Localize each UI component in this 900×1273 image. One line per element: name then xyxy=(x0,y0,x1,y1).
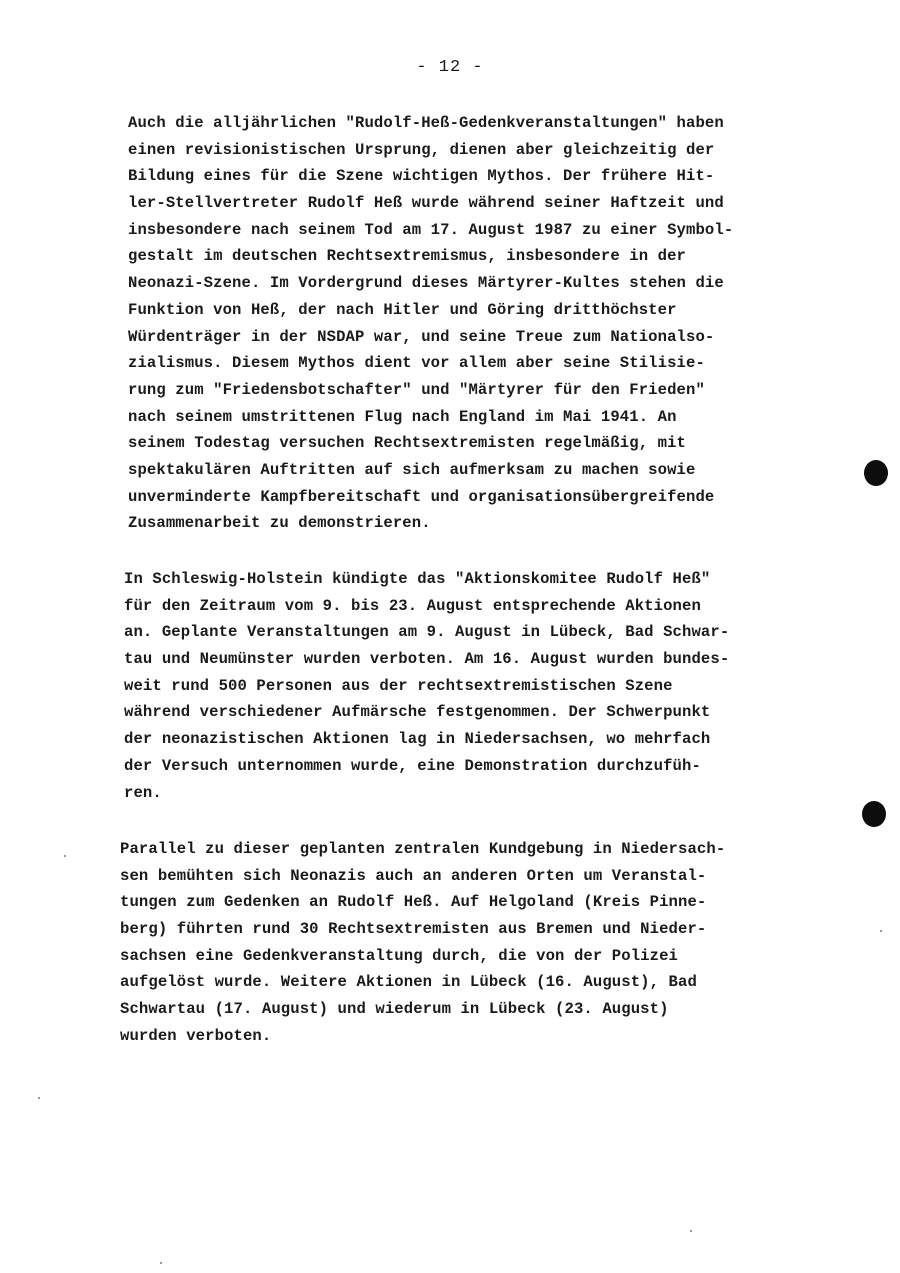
text-line: Auch die alljährlichen "Rudolf-Heß-Gedenkveranstaltungen" haben xyxy=(128,114,724,132)
punch-hole-top xyxy=(864,460,888,486)
text-line: ren. xyxy=(124,783,162,802)
text-line: zialismus. Diesem Mythos dient vor allem aber seine Stilisie- xyxy=(128,354,705,373)
text-line: ler-Stellvertreter Rudolf Heß wurde während seiner Haftzeit und xyxy=(128,194,724,213)
text-line: der Versuch unternommen wurde, eine Demonstration durchzufüh- xyxy=(124,756,701,775)
text-line: rung zum "Friedensbotschafter" und "Märtyrer für den Frieden" xyxy=(128,380,705,399)
text-line: Zusammenarbeit zu demonstrieren. xyxy=(128,514,431,533)
punch-hole-bottom xyxy=(862,801,886,827)
text-line: Funktion von Heß, der nach Hitler und Göring dritthöchster xyxy=(128,300,677,319)
text-line: Neonazi-Szene. Im Vordergrund dieses Märtyrer-Kultes stehen die xyxy=(128,274,724,293)
text-line: Schwartau (17. August) und wiederum in Lübeck (23. August) xyxy=(120,1000,669,1019)
text-line: Bildung eines für die Szene wichtigen Mythos. Der frühere Hit- xyxy=(128,167,715,186)
text-line: einen revisionistischen Ursprung, dienen aber gleichzeitig der xyxy=(128,140,715,159)
text-line: Parallel zu dieser geplanten zentralen Kundgebung in Niedersach- xyxy=(120,840,726,858)
text-line: nach seinem umstrittenen Flug nach England im Mai 1941. An xyxy=(128,407,677,426)
scan-speck xyxy=(160,1262,162,1264)
text-line: tungen zum Gedenken an Rudolf Heß. Auf Helgoland (Kreis Pinne- xyxy=(120,893,707,912)
text-line: insbesondere nach seinem Tod am 17. August 1987 zu einer Symbol- xyxy=(128,220,734,239)
text-line: In Schleswig-Holstein kündigte das "Aktionskomitee Rudolf Heß" xyxy=(124,570,711,588)
text-line: weit rund 500 Personen aus der rechtsextremistischen Szene xyxy=(124,676,673,695)
text-line: berg) führten rund 30 Rechtsextremisten aus Bremen und Nieder- xyxy=(120,920,707,939)
text-line: gestalt im deutschen Rechtsextremismus, insbesondere in der xyxy=(128,247,687,266)
scan-speck xyxy=(880,930,882,932)
text-line: seinem Todestag versuchen Rechtsextremisten regelmäßig, mit xyxy=(128,434,687,453)
text-line: für den Zeitraum vom 9. bis 23. August entsprechende Aktionen xyxy=(124,596,701,615)
text-line: spektakulären Auftritten auf sich aufmerksam zu machen sowie xyxy=(128,460,696,479)
text-line: aufgelöst wurde. Weitere Aktionen in Lübeck (16. August), Bad xyxy=(120,973,697,992)
text-line: während verschiedener Aufmärsche festgenommen. Der Schwerpunkt xyxy=(124,703,711,722)
text-line: sachsen eine Gedenkveranstaltung durch, die von der Polizei xyxy=(120,946,679,965)
paragraph-schleswig-holstein xyxy=(124,566,844,806)
page-number: - 12 - xyxy=(416,58,484,77)
text-line: unverminderte Kampfbereitschaft und organisationsübergreifende xyxy=(128,487,715,506)
scan-speck xyxy=(64,855,66,857)
text-line: an. Geplante Veranstaltungen am 9. August in Lübeck, Bad Schwar- xyxy=(124,623,730,642)
text-line: tau und Neumünster wurden verboten. Am 16. August wurden bundes- xyxy=(124,650,730,669)
text-line: wurden verboten. xyxy=(120,1026,272,1045)
paragraph-other-locations xyxy=(120,836,840,1050)
scan-speck xyxy=(690,1230,692,1232)
text-line: der neonazistischen Aktionen lag in Niedersachsen, wo mehrfach xyxy=(124,730,711,749)
paragraph-hess-memorial xyxy=(128,110,848,537)
text-line: Würdenträger in der NSDAP war, und seine Treue zum Nationalso- xyxy=(128,327,715,346)
text-line: sen bemühten sich Neonazis auch an anderen Orten um Veranstal- xyxy=(120,866,707,885)
scan-speck xyxy=(38,1097,40,1099)
